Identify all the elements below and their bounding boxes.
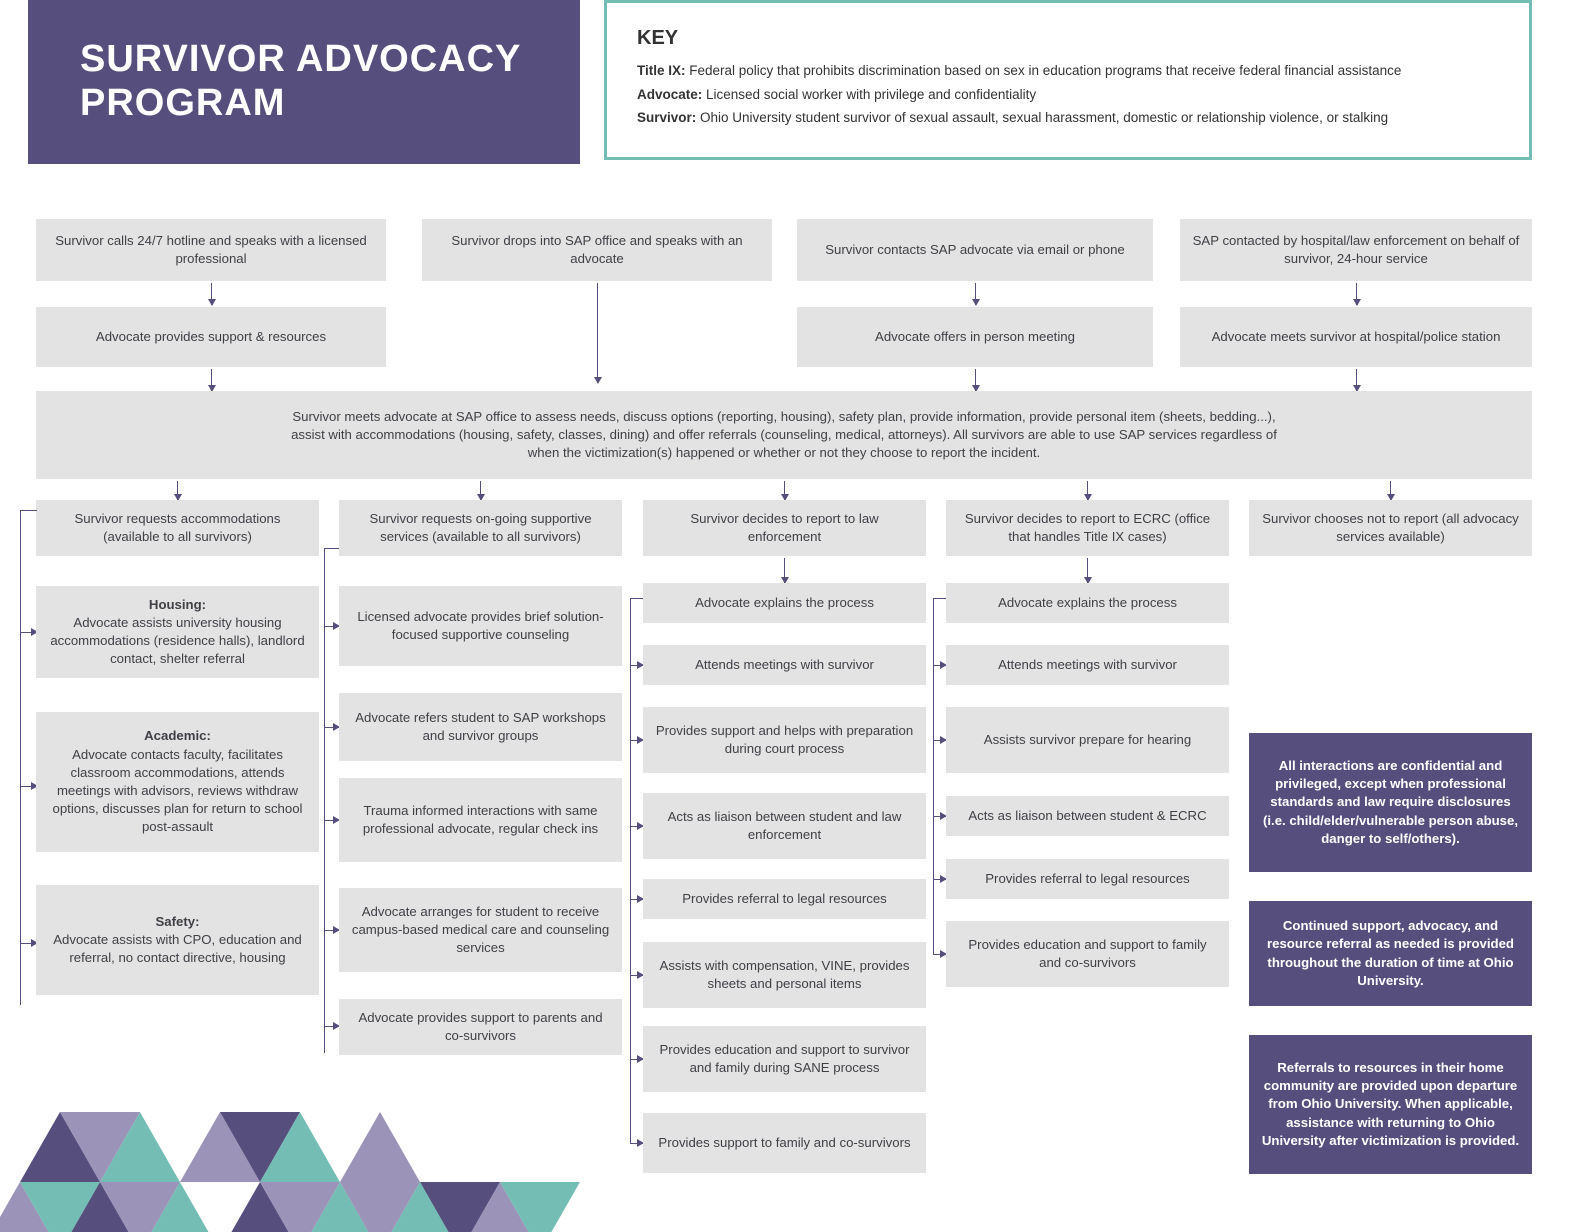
arrow-to-law <box>784 481 785 500</box>
law-item-5-label: Provides referral to legal resources <box>682 890 887 906</box>
arrow-dropin-down <box>597 283 598 383</box>
second-box-in-person-label: Advocate offers in person meeting <box>875 328 1075 344</box>
supportive-item-3-label: Trauma informed interactions with same professional advocate, regular check ins <box>362 802 599 836</box>
accommodations-safety-label: Safety: <box>155 913 200 929</box>
second-box-in-person <box>797 307 1153 367</box>
arrow-support-down <box>211 369 212 391</box>
note-continued-support <box>1249 901 1532 1006</box>
note-confidentiality <box>1249 733 1532 872</box>
entry-box-dropin <box>422 219 772 281</box>
assessment-box <box>36 391 1532 479</box>
supportive-item-2 <box>339 693 622 761</box>
supportive-item-1 <box>339 586 622 666</box>
entry-box-hospital <box>1180 219 1532 281</box>
arrow-to-accommodations <box>177 481 178 500</box>
arrow-to-supportive <box>480 481 481 500</box>
key-item-title-ix <box>637 59 1507 83</box>
key-term-title-ix: Title IX: <box>637 63 686 78</box>
program-title-block <box>28 0 580 164</box>
column-head-no-report-label: Survivor chooses not to report (all advocacy services available) <box>1262 510 1519 544</box>
column-head-supportive <box>339 500 622 556</box>
ecrc-item-6 <box>946 921 1229 987</box>
entry-box-contact-label: Survivor contacts SAP advocate via email or phone <box>825 241 1125 257</box>
accommodations-housing-label: Housing: <box>148 596 207 612</box>
law-item-4-label: Acts as liaison between student and law enforcement <box>667 808 902 842</box>
header <box>0 0 1590 172</box>
key-item-survivor <box>637 106 1507 130</box>
law-item-8 <box>643 1113 926 1173</box>
bracket-ecrc-top <box>933 598 946 599</box>
bracket-accommodations-top <box>20 510 37 511</box>
supportive-item-5-label: Advocate provides support to parents and co-survivors <box>358 1009 603 1043</box>
ecrc-item-1-label: Advocate explains the process <box>998 594 1177 610</box>
ecrc-item-3-label: Assists survivor prepare for hearing <box>983 731 1192 747</box>
law-item-5 <box>643 879 926 919</box>
supportive-item-3 <box>339 778 622 862</box>
second-box-support-resources-label: Advocate provides support & resources <box>95 328 327 344</box>
bracket-accommodations-vertical <box>20 510 21 1005</box>
second-box-support-resources <box>36 307 386 367</box>
entry-box-contact <box>797 219 1153 281</box>
arrow-meetshospital-down <box>1356 369 1357 391</box>
note-continued-support-label: Continued support, advocacy, and resource referral as needed is provided throughout the duration of time at Ohio University. <box>1266 918 1514 988</box>
arrow-ecrc-3 <box>933 740 946 741</box>
arrow-ecrc-2 <box>933 665 946 666</box>
entry-box-hospital-label: SAP contacted by hospital/law enforcement on behalf of survivor, 24-hour service <box>1192 232 1520 266</box>
arrow-supportive-3 <box>324 820 339 821</box>
ecrc-item-2 <box>946 645 1229 685</box>
key-item-advocate <box>637 83 1507 107</box>
arrow-contact-down <box>975 283 976 305</box>
law-item-6 <box>643 942 926 1008</box>
ecrc-item-2-label: Attends meetings with survivor <box>998 656 1177 672</box>
accommodations-item-academic <box>36 712 319 852</box>
arrow-law-7 <box>630 1059 643 1060</box>
accommodations-housing-text: Advocate assists university housing accommodations (residence halls), landlord contact, shelter referral <box>50 614 305 667</box>
note-home-community-referrals <box>1249 1035 1532 1174</box>
arrow-law-4 <box>630 826 643 827</box>
bracket-law-top <box>630 598 643 599</box>
arrow-law-5 <box>630 899 643 900</box>
arrow-law-6 <box>630 975 643 976</box>
arrow-supportive-2 <box>324 727 339 728</box>
arrow-ecrc-6 <box>933 954 946 955</box>
arrow-to-ecrc <box>1087 481 1088 500</box>
note-confidentiality-label: All interactions are confidential and privileged, except when professional standards and law require disclosures (i.e. child/elder/vulnerable person abuse, danger to self/others). <box>1262 757 1519 846</box>
arrow-hospital-down <box>1356 283 1357 305</box>
key-def-advocate: Licensed social worker with privilege and confidentiality <box>702 86 1037 102</box>
law-item-7 <box>643 1026 926 1092</box>
entry-box-hotline-label: Survivor calls 24/7 hotline and speaks with a licensed professional <box>55 232 367 266</box>
supportive-item-4-label: Advocate arranges for student to receive campus-based medical care and counseling services <box>351 903 610 956</box>
bracket-law-vertical <box>630 598 631 1143</box>
key-legend-box <box>604 0 1532 160</box>
column-head-no-report <box>1249 500 1532 556</box>
accommodations-safety-text: Advocate assists with CPO, education and referral, no contact directive, housing <box>53 931 302 966</box>
accommodations-item-housing <box>36 586 319 678</box>
key-term-advocate: Advocate: <box>637 86 703 102</box>
key-def-title-ix: Federal policy that prohibits discrimination based on sex in education programs that receive federal financial assistance <box>685 63 1402 78</box>
column-head-law-label: Survivor decides to report to law enforcement <box>690 510 879 544</box>
arrow-supportive-1 <box>324 626 339 627</box>
law-item-1-label: Advocate explains the process <box>695 594 874 610</box>
bracket-supportive-top <box>324 548 339 549</box>
arrow-accommodations-housing <box>20 632 37 633</box>
arrow-ecrc-head-down <box>1087 558 1088 583</box>
arrow-inperson-down <box>975 369 976 391</box>
law-item-6-label: Assists with compensation, VINE, provides sheets and personal items <box>659 957 910 991</box>
law-item-8-label: Provides support to family and co-survivors <box>658 1134 911 1150</box>
key-term-survivor: Survivor: <box>637 110 697 126</box>
law-item-4 <box>643 793 926 859</box>
ecrc-item-5-label: Provides referral to legal resources <box>985 870 1190 886</box>
arrow-ecrc-4 <box>933 816 946 817</box>
column-head-ecrc <box>946 500 1229 556</box>
arrow-ecrc-5 <box>933 879 946 880</box>
arrow-hotline-down <box>211 283 212 305</box>
column-head-accommodations-label: Survivor requests accommodations (available to all survivors) <box>74 510 281 544</box>
arrow-law-8 <box>630 1143 643 1144</box>
bracket-supportive-vertical <box>324 548 325 1053</box>
entry-box-dropin-label: Survivor drops into SAP office and speaks with an advocate <box>451 232 743 266</box>
arrow-supportive-4 <box>324 930 339 931</box>
arrow-law-3 <box>630 740 643 741</box>
column-head-ecrc-label: Survivor decides to report to ECRC (office that handles Title IX cases) <box>964 510 1211 544</box>
ecrc-item-6-label: Provides education and support to family and co-survivors <box>968 936 1207 970</box>
bracket-ecrc-vertical <box>933 598 934 955</box>
ecrc-item-4 <box>946 796 1229 836</box>
triangle-decoration <box>0 1002 600 1232</box>
key-def-survivor: Ohio University student survivor of sexual assault, sexual harassment, domestic or relationship violence, or stalking <box>696 110 1389 126</box>
arrow-accommodations-academic <box>20 786 37 787</box>
law-item-1 <box>643 583 926 623</box>
law-item-2-label: Attends meetings with survivor <box>695 656 874 672</box>
accommodations-academic-text: Advocate contacts faculty, facilitates classroom accommodations, attends meetings with advisors, reviews withdraw options, discusses plan for return to school post-assault <box>52 746 303 835</box>
accommodations-item-safety <box>36 885 319 995</box>
column-head-supportive-label: Survivor requests on-going supportive services (available to all survivors) <box>369 510 592 544</box>
law-item-7-label: Provides education and support to survivor and family during SANE process <box>659 1041 910 1075</box>
ecrc-item-4-label: Acts as liaison between student & ECRC <box>968 807 1207 823</box>
supportive-item-1-label: Licensed advocate provides brief solution-focused supportive counseling <box>357 608 604 642</box>
key-title: KEY <box>637 27 679 49</box>
supportive-item-2-label: Advocate refers student to SAP workshops and survivor groups <box>355 709 606 743</box>
assessment-label: Survivor meets advocate at SAP office to assess needs, discuss options (reporting, housing), safety plan, provide information, provide personal item (sheets, bedding...), assist with accommodations (housing, safety, classes, dining) and offer referrals (counseling, medical, attorneys). All survivors are able to use SAP services regardless of when the victimization(s) happened or whether or not they choose to report the incident. <box>291 408 1277 461</box>
ecrc-item-1 <box>946 583 1229 623</box>
note-home-community-referrals-label: Referrals to resources in their home community are provided upon departure from Ohio University. When applicable, assistance with returning to Ohio University after victimization is provided. <box>1261 1059 1520 1148</box>
arrow-law-2 <box>630 665 643 666</box>
page-title: SURVIVOR ADVOCACY PROGRAM <box>80 38 521 124</box>
law-item-3-label: Provides support and helps with preparation during court process <box>655 722 914 756</box>
supportive-item-4 <box>339 888 622 972</box>
ecrc-item-5 <box>946 859 1229 899</box>
entry-box-hotline <box>36 219 386 281</box>
second-box-meets-hospital <box>1180 307 1532 367</box>
accommodations-academic-label: Academic: <box>144 728 211 744</box>
law-item-2 <box>643 645 926 685</box>
column-head-law <box>643 500 926 556</box>
arrow-to-noreport <box>1390 481 1391 500</box>
law-item-3 <box>643 707 926 773</box>
arrow-law-head-down <box>784 558 785 583</box>
second-box-meets-hospital-label: Advocate meets survivor at hospital/police station <box>1211 328 1501 344</box>
arrow-accommodations-safety <box>20 943 37 944</box>
ecrc-item-3 <box>946 707 1229 773</box>
column-head-accommodations <box>36 500 319 556</box>
